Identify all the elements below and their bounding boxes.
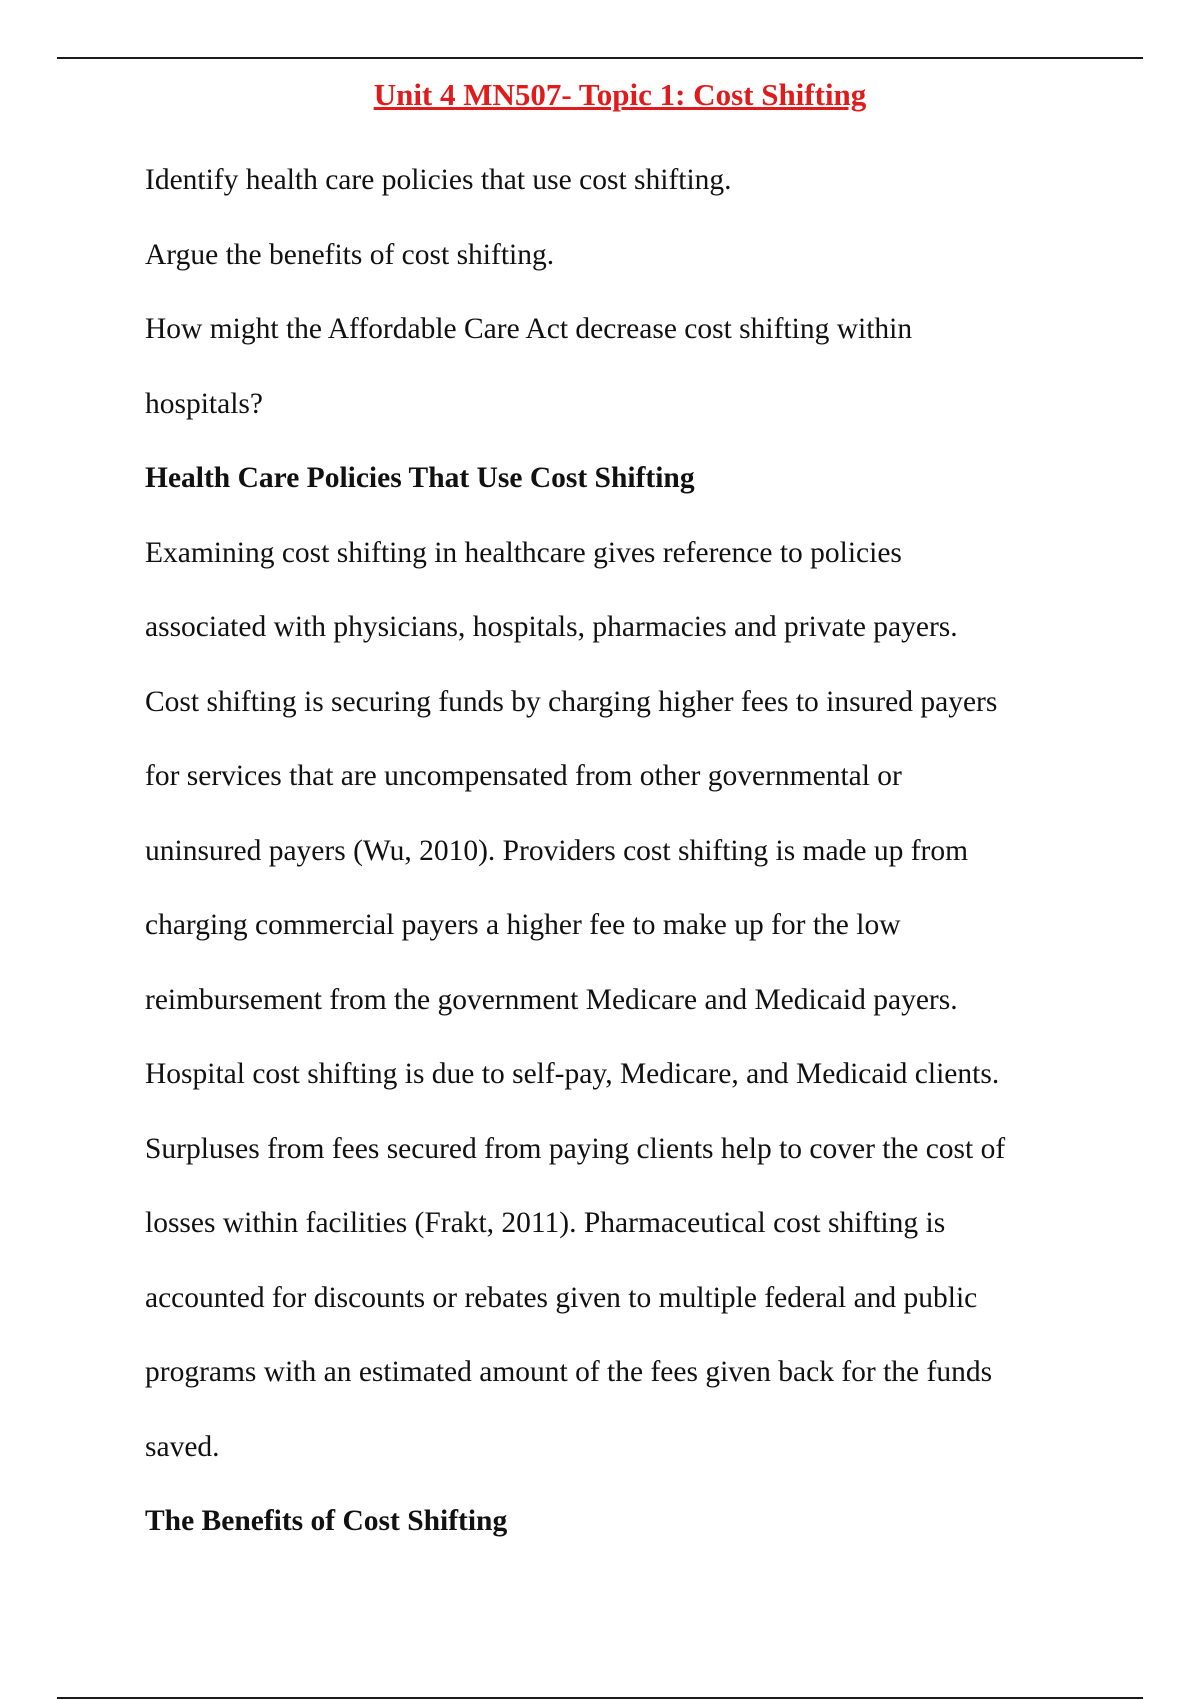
top-rule — [57, 57, 1143, 59]
document-body — [145, 143, 1145, 1559]
paragraph-line: Examining cost shifting in healthcare gives reference to policies — [145, 536, 902, 569]
page-title: Unit 4 MN507- Topic 1: Cost Shifting — [373, 77, 867, 112]
paragraph-line: accounted for discounts or rebates given to multiple federal and public — [145, 1281, 978, 1314]
paragraph-line: Surpluses from fees secured from paying clients help to cover the cost of — [145, 1132, 1006, 1165]
question-line: Identify health care policies that use cost shifting. — [145, 164, 732, 196]
paragraph-line: uninsured payers (Wu, 2010). Providers cost shifting is made up from — [145, 834, 969, 867]
question-line: How might the Affordable Care Act decrease cost shifting within — [145, 313, 913, 345]
paragraph-line: Cost shifting is securing funds by charging higher fees to insured payers — [145, 685, 998, 718]
paragraph-line: for services that are uncompensated from other governmental or — [145, 760, 902, 792]
paragraph-line: reimbursement from the government Medicare and Medicaid payers. — [145, 983, 958, 1016]
bottom-rule — [57, 1697, 1143, 1699]
question-line: Argue the benefits of cost shifting. — [145, 238, 555, 271]
section-heading-benefits: The Benefits of Cost Shifting — [145, 1505, 508, 1537]
section-heading-policies: Health Care Policies That Use Cost Shifting — [145, 462, 695, 494]
paragraph-line: programs with an estimated amount of the fees given back for the funds — [145, 1356, 993, 1388]
paragraph-line: associated with physicians, hospitals, pharmacies and private payers. — [145, 611, 958, 643]
paragraph-line: losses within facilities (Frakt, 2011). Pharmaceutical cost shifting is — [145, 1207, 946, 1239]
paragraph-line: Hospital cost shifting is due to self-pay, Medicare, and Medicaid clients. — [145, 1058, 1000, 1090]
paragraph-line: charging commercial payers a higher fee to make up for the low — [145, 909, 901, 941]
paragraph-line: saved. — [145, 1430, 220, 1463]
question-line: hospitals? — [145, 387, 263, 420]
